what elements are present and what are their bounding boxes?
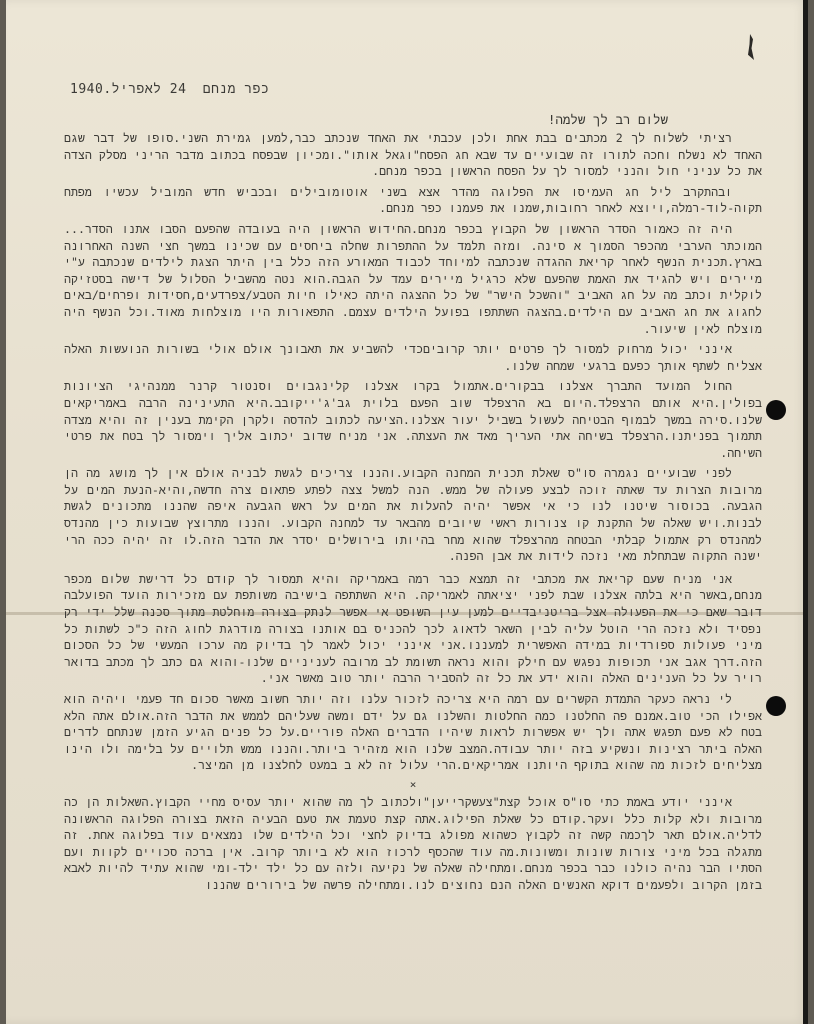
letter-greeting: שלום רב לך שלמה!: [547, 112, 668, 127]
letter-header: [66, 82, 356, 97]
paragraph-2: ובהתקרב ליל חג העמיסו את הפלוגה מהדר אצא בשני אוטומובילים ובכביש חדש המוביל עכשיו מפתח תקוה-לוד-רמלה,ויוצא לאחר רחובות,שמנו את פעמנו כפר מנחם.: [64, 184, 762, 216]
paragraph-4: אינני יכול מרחוק למסור לך פרטים יותר קרוביםכדי להשביע את תאבונך אולם אולי בשורות הנועשות האלה אצליח לשתף אותך כפעם ברגעי שמחה שלנו.: [64, 342, 762, 373]
punch-hole-lower: [766, 696, 786, 716]
paragraph-8: לי נראה כעקר התמדת הקשרים עם רמה היא צריכה לזכור עלנו וזה יותר חשוב מאשר סכום חד פעמי ויהיה הוא אפילו הכי טוב.אמנם פה החלטנו כמה החלטות והשלנו גם על ידם ומשה שעליהם לממש את הדבר הזה.אולם אתה הלא בטח לא פעם תפגש אתה ולך יש אפשרות לראות שיהיו הדברים האלה פוריים.על כל פנים הגיע הזמן שנתחם לדרים האלה ביתר רצינות ונשקיע בזה יותר עבודה.המצב שלנו הוא מזהיר ביותר.והננו ממש תלויים על בלימה ולו הינו מצליחים לזכות מה שהוא בתוקף היותנו אמריקאים.הרי עלול זה לא ב במעט לחלצנו מן המיצר.: [64, 692, 762, 773]
letter-body: [64, 130, 762, 898]
letter-place: כפר מנחם: [202, 82, 270, 97]
paragraph-1: רציתי לשלוח לך 2 מכתבים בבת אחת ולכן עכבתי את האחד שנכתב כבר,למען גמירת השני.סופו של דבר שגם האחד לא נשלח וחכה לתורו זה שבועיים עד שבא חג הפסח"וגאל אותו".ומכיון שבפסח בכתוב מדבר הריני מסלק הצדה את כל עניני חול והנני למסור לך על הפסח הראשון בכפר מנחם.: [64, 131, 762, 179]
paragraph-6: לפני שבועיים נגמרה סו"ס שאלת תכנית המחנה הקבוע.והננו צריכים לגשת לבניה אולם אין לך מושג מה הן מרובות הצרות עד שאתה זוכה לבצע פעולה של ממש. הנה למשל צצה לפתע פתאום צרה חדשה,והיא-הנעת המים על הגבעה. בכוסור שיטנו לנו כי אי אפשר יהיה להעלות את המים על ראש הגבעה איפה שהננו מתכונים לגשת לבנות.ויש שאלה של התקנת קו צנורות ראשי שיובים מהבאר עד למחנה הקבוע. והננו מתרוצץ שבועות כין מהנדס למהנדס רק אתמול קבלתי הבטחה מהרצפלד שהוא מחר בהיותו בירושלים יסדר את הדבר הזה.לו זה יהיה ככה הרי ישנה התקוה שבתחלת מאי נזכה לידות את אבן הפנה.: [64, 466, 762, 564]
letter-date: 24 לאפריל.1940: [70, 82, 187, 97]
paragraph-3: היה זה כאמור הסדר הראשון של הקבוץ בכפר מנחם.החידוש הראשון היה בעובדה שהפעם הסבו אתנו הסדר... המוכתר הערבי מהכפר הסמוך א סינה. ומזה תלמד על ההתפרות שחלה ביחסים עם שכינו במשך חצי השנה האחרונה בארץ.תכנית הנשף לאחר קריאת ההגדה שנכתבה למיוחד לכבוד המאורע הזה כלל בין היתר הצגת לילדים שנכתבה ע"י מיירים ויש להגיד את האמת שהפעם שלא כרגיל מיירים עמד על הגבה.הוא נטה מהשביל הסלול של דישה בסטזיקה לוקלית וכתב מה על חג האביב "והשכל הישר" של כל ההצגה היתה כאילו חיות הטבע/צפרדעים,חסידות ופרחים/באים לחגוג את חג האביב עם הילדים.בהצגה השתתפו בפועל הילדים עצמם. התפאורות היו מוצלחות מאוד.וכל הנשף היה מוצלח לאין שיעור.: [64, 221, 762, 336]
paragraph-7: אני מניח שעם קריאת את מכתבי זה תמצא כבר רמה באמריקה והיא תמסור לך קודם כל דרישת שלום מכפר מנחם,באשר היא בלתה אצלנו שבת לפני יציאתה לאמריקה. היא השתתפה בישיבה משותפת עם מזכירות הועד הפועלבה דובר שאם כי את הפעולה אצל בריטניבדיים למען עין השופט אי אפשר לנתק בצורה מוחלטת מתוך סכנה שלל ידי רק נפסיד ולא נזכה הרי הוטל עליה לבין השאר לדאוג לכך להכניס בם אותנו בצורה מודרגת לחוג הזה כ"כ לשתות כל מיני פעולות ספורדיות במידה האפשרית למעננו.אני אינני יכול לאמר לך בדיוק מה ערכו המעשי של כל הסכום הזה.דרך אגב אני תכופות נפגש עם חילק והוא נראה תשומת לב מרובה לעניניים שלנו-והוא גם כתב לך מכתב בדואר רויר על כל הענינים האלה והוא ידע את כל זה להסביר הרבה יותר טוב מאשר אני.: [64, 571, 762, 686]
page-edge-shadow: [803, 0, 808, 1024]
punch-hole-upper: [766, 400, 786, 420]
paragraph-9: אינני יודע באמת כתי סו"ס אוכל קצת"צעשקרייען"ולכתוב לך מה שהוא יותר עסיס מחיי הקבוץ.השאלות הן כה מרובות ולא קלות כלל ועקר.קודם כל שאלת הפילוג.אתה קצת טעמת את טעם הבעיה הזאת בצורה הפלוגה הראשונה לדליה.אולם תאר לךכמה קשה זה לקבוץ כשהוא מפולג בדיוק לחצי וכל הילדים שלו נמצאים עוד בפלוגה אחת. זה מתגלה בכל מיני צורות שונות ומשונות.מה עוד שהכסף לרכוז הוא לא ביותר קרוב. אין ברכה סכויים לקוות ועם הסתיו הבר נהיה כולנו כבר בכפר מנחם.ומתחילה שאלה של נקיעה ולזה עם כל ילד ילד-ומי שהוא עתיד להיות לאבא בזמן הקרוב ולפעמים דוקא האנשים האלה הנם נחוצים לנו.ומתחילה פרשה של בירורים שהננו: [64, 794, 762, 892]
paragraph-5: החול המועד התברך אצלנו בבקורים.אתמול בקרו אצלנו קלינגבוים וסנטור קרנר ממנהיגי הציונות בפולין.היא אותם הרצפלד.היום בא הרצפלד שוב הפעם בלוית גב'ג'ייקובב.היא התעינינה הרבה באמריקאים שלנו.סירה במשך לבמוף הבטיחה לעשול בשביל יעור אצלנו.הציעה לכתוב להדסה ולקרן הקימת בענין זה והיא מצדה תתמוך בפניתנו.הרצפלד בשיחה אתי העריך מאד את העצתה. אני מניח שדוב יכתוב אליך וימסור לך בטח את פרטי השיחה.: [64, 379, 762, 460]
paper-tear-mark: [746, 34, 756, 60]
letter-page: [6, 0, 808, 1024]
section-separator: ×: [409, 777, 417, 791]
